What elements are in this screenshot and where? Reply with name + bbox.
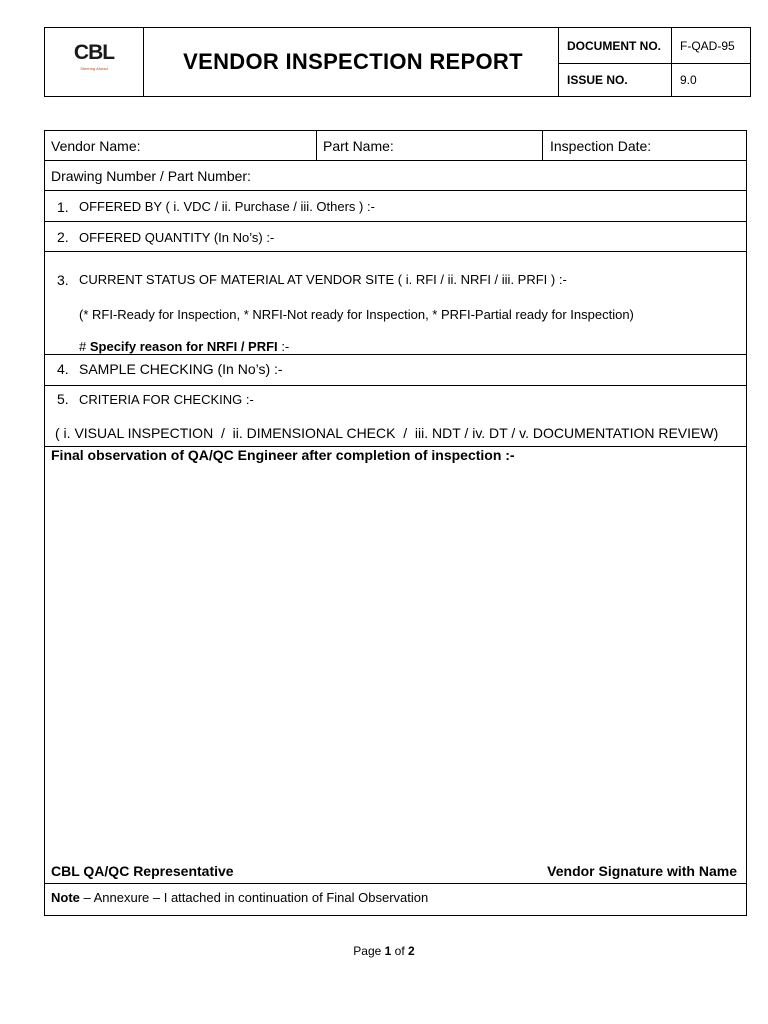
reason-suffix: :- [281,339,290,354]
logo-cell [45,28,144,96]
page-of: of [391,944,409,958]
item5-number: 5. [57,391,69,407]
item2-number: 2. [57,229,69,245]
logo-text: CBL [73,41,115,64]
page-number [0,944,768,958]
vendor-signature-label: Vendor Signature with Name [547,863,737,879]
item1-offered-by[interactable]: OFFERED BY ( i. VDC / ii. Purchase / iii. Others ) :- [79,199,375,214]
document-meta [559,28,750,96]
page-prefix: Page [353,944,385,958]
company-logo [67,41,121,81]
document-title: VENDOR INSPECTION REPORT [183,49,523,74]
item3-status-legend: (* RFI-Ready for Inspection, * NRFI-Not ready for Inspection, * PRFI-Partial ready for Inspection) [79,307,634,322]
logo-mark [67,41,121,65]
drawing-number-field[interactable]: Drawing Number / Part Number: [51,168,251,184]
note-row [51,890,428,905]
cbl-representative-label: CBL QA/QC Representative [51,863,234,879]
final-observation-label: Final observation of QA/QC Engineer after completion of inspection :- [51,447,515,463]
note-text: – Annexure – I attached in continuation of Final Observation [79,890,429,905]
inspection-date-field[interactable]: Inspection Date: [550,138,652,154]
note-label: Note [51,890,80,905]
item3-current-status[interactable]: CURRENT STATUS OF MATERIAL AT VENDOR SITE ( i. RFI / ii. NRFI / iii. PRFI ) :- [79,272,567,287]
item2-offered-quantity[interactable]: OFFERED QUANTITY (In No’s) :- [79,230,275,245]
page-current: 1 [384,944,392,958]
signature-row [45,858,746,884]
page-total: 2 [408,944,415,958]
item1-number: 1. [57,199,69,215]
reason-hash: # [79,339,87,354]
vendor-name-field[interactable]: Vendor Name: [51,138,141,154]
reason-label: Specify reason for NRFI / PRFI [89,339,278,354]
divider [316,131,317,161]
document-header [44,27,751,97]
issue-no-value: 9.0 [680,73,697,87]
item4-number: 4. [57,361,69,377]
document-no-row [559,28,750,64]
item3-number: 3. [57,272,69,288]
item5-criteria[interactable]: CRITERIA FOR CHECKING :- [79,392,254,407]
document-no-label: DOCUMENT NO. [559,28,672,63]
title-cell [144,28,559,96]
inspection-form [44,130,747,916]
final-observation-area[interactable] [51,469,739,851]
logo-tagline: Steering Ahead [80,66,108,71]
divider [542,131,543,161]
item3-reason[interactable] [79,339,289,354]
issue-no-label: ISSUE NO. [559,64,672,96]
document-no-value: F-QAD-95 [680,38,735,53]
item4-sample-checking[interactable]: SAMPLE CHECKING (In No’s) :- [79,361,283,377]
issue-no-row [559,64,750,96]
part-name-field[interactable]: Part Name: [323,138,394,154]
item5-criteria-options: ( i. VISUAL INSPECTION / ii. DIMENSIONAL CHECK / iii. NDT / iv. DT / v. DOCUMENTATION REVIEW) [55,425,719,441]
